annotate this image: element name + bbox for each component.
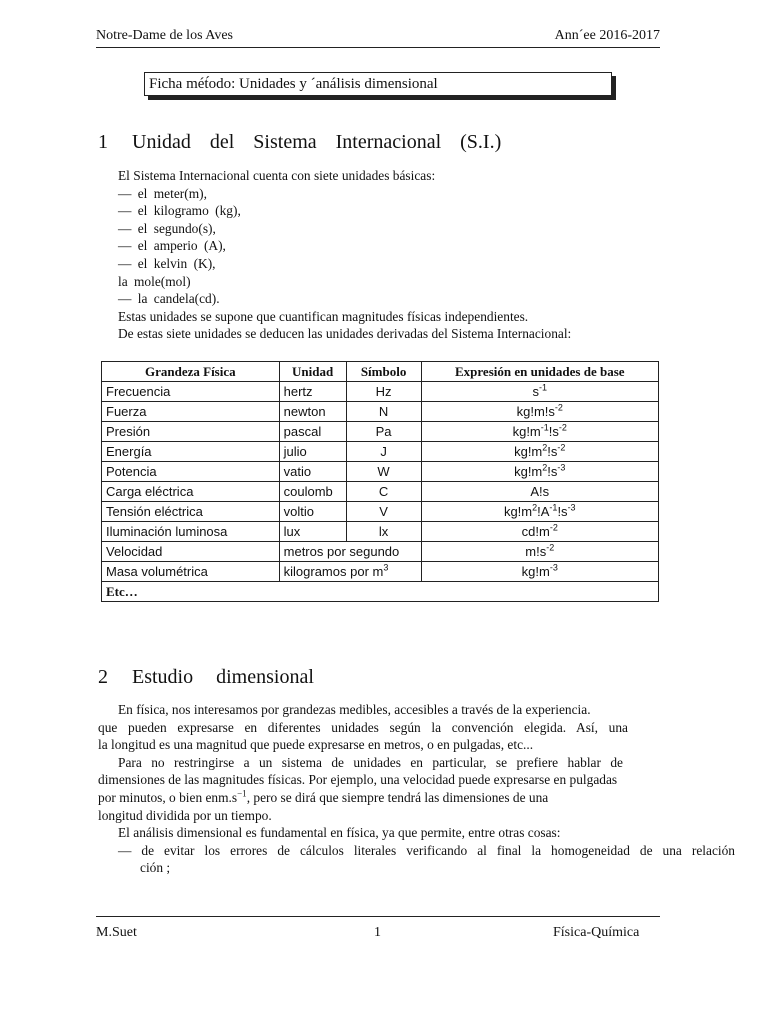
footer-author: M.Suet — [96, 925, 137, 940]
quantity-cell: Carga eléctrica — [102, 482, 280, 502]
section-1-number: 1 — [98, 131, 108, 153]
expression-exponent: -2 — [549, 522, 558, 533]
expression-exponent: -1 — [539, 382, 548, 393]
base-expression-cell — [421, 562, 658, 582]
quantity-cell: Velocidad — [102, 542, 280, 562]
expression-base: !s — [547, 443, 558, 459]
unit-cell: hertz — [279, 382, 346, 402]
expression-base: !s — [548, 423, 559, 439]
section-2-number: 2 — [98, 666, 108, 688]
unit-cell: voltio — [279, 502, 346, 522]
expression-exponent: -2 — [546, 542, 555, 553]
header-rule — [96, 47, 660, 48]
s2-line-part: , pero se dirá que siempre tendrá las dimensiones de una — [246, 789, 549, 805]
section-2-heading — [98, 666, 398, 689]
exponent: −1 — [237, 788, 247, 799]
expression-base: kg!m — [514, 443, 543, 459]
expression-exponent: -3 — [567, 502, 576, 513]
s2-line: dimensiones de las magnitudes físicas. Por ejemplo, una velocidad puede expresarse en pulgadas — [98, 772, 618, 788]
table-header-row — [102, 362, 659, 382]
footer-page-number: 1 — [374, 925, 381, 940]
col-header-unit: Unidad — [279, 362, 346, 382]
table-row — [102, 562, 659, 582]
base-expression-cell — [421, 542, 658, 562]
table-row-etc — [102, 582, 659, 602]
expression-exponent: 2 — [542, 442, 548, 453]
s2-line: la longitud es una magnitud que puede expresarse en metros, o en pulgadas, etc... — [98, 737, 534, 753]
unit-exponent: 3 — [383, 562, 389, 573]
section-1-body — [118, 167, 571, 343]
table-row — [102, 542, 659, 562]
symbol-cell: J — [346, 442, 421, 462]
table-row — [102, 502, 659, 522]
s1-line: — el kelvin (K), — [118, 255, 216, 271]
base-expression-cell — [421, 422, 658, 442]
method-sheet-title: Ficha mét́odo: Unidades y ´análisis dimensional — [144, 72, 612, 96]
unit-cell — [279, 542, 421, 562]
col-header-symbol: Símbolo — [346, 362, 421, 382]
expression-base: kg!m — [512, 423, 541, 439]
s2-line: El análisis dimensional es fundamental en física, ya que permite, entre otras cosas: — [118, 825, 561, 841]
s1-line: — la candela(cd). — [118, 291, 220, 307]
base-expression-cell — [421, 502, 658, 522]
symbol-cell: N — [346, 402, 421, 422]
expression-exponent: -2 — [554, 402, 563, 413]
expression-base: !s — [547, 463, 558, 479]
footer-subject: Física-Química — [553, 925, 640, 940]
unit-cell: coulomb — [279, 482, 346, 502]
unit-cell — [279, 562, 421, 582]
symbol-cell: W — [346, 462, 421, 482]
expression-base: A!s — [530, 483, 550, 499]
quantity-cell: Fuerza — [102, 402, 280, 422]
unit-cell: julio — [279, 442, 346, 462]
table-row — [102, 402, 659, 422]
s2-line: — de evitar los errores de cálculos literales verificando al final la homogeneidad de una relación — [118, 842, 735, 858]
s2-line: ción ; — [140, 860, 171, 876]
s1-line: — el amperio (A), — [118, 238, 226, 254]
footer-rule — [96, 916, 660, 917]
s2-line: En física, nos interesamos por grandezas medibles, accesibles a través de la experiencia. — [118, 702, 591, 717]
quantity-cell: Iluminación luminosa — [102, 522, 280, 542]
expression-base: !A — [537, 503, 550, 519]
unit-text: kilogramos por m — [283, 563, 384, 579]
table-row — [102, 382, 659, 402]
s2-line-part: por minutos, o bien enm.s — [98, 789, 238, 805]
expression-exponent: -3 — [557, 462, 566, 473]
expression-exponent: -2 — [558, 422, 567, 433]
s1-line: Estas unidades se supone que cuantifican magnitudes físicas independientes. — [118, 308, 529, 324]
section-2-body — [98, 701, 735, 877]
col-header-quantity: Grandeza Física — [102, 362, 280, 382]
header-school: Notre-Dame de los Aves — [96, 28, 233, 43]
symbol-cell: Pa — [346, 422, 421, 442]
quantity-cell: Frecuencia — [102, 382, 280, 402]
table-row — [102, 442, 659, 462]
expression-base: !s — [557, 503, 568, 519]
expression-exponent: 2 — [542, 462, 548, 473]
quantity-cell: Energía — [102, 442, 280, 462]
base-expression-cell — [421, 382, 658, 402]
quantity-cell: Masa volumétrica — [102, 562, 280, 582]
symbol-cell: C — [346, 482, 421, 502]
unit-cell: lux — [279, 522, 346, 542]
expression-base: s — [532, 383, 539, 399]
unit-cell: pascal — [279, 422, 346, 442]
expression-exponent: -2 — [557, 442, 566, 453]
header-year: Ann´ee 2016-2017 — [554, 28, 660, 43]
s1-line: la mole(mol) — [118, 273, 191, 289]
base-expression-cell — [421, 402, 658, 422]
section-1-heading — [98, 131, 548, 154]
expression-base: kg!m — [503, 503, 533, 519]
quantity-cell: Tensión eléctrica — [102, 502, 280, 522]
symbol-cell: lx — [346, 522, 421, 542]
s1-line: De estas siete unidades se deducen las unidades derivadas del Sistema Internacional: — [118, 326, 572, 342]
base-expression-cell — [421, 522, 658, 542]
si-derived-units-table — [101, 361, 659, 602]
s2-line: Para no restringirse a un sistema de unidades en particular, se prefiere hablar de — [118, 754, 623, 770]
symbol-cell: V — [346, 502, 421, 522]
unit-cell: vatio — [279, 462, 346, 482]
col-header-base-expression: Expresión en unidades de base — [421, 362, 658, 382]
expression-exponent: -1 — [540, 422, 549, 433]
etc-cell: Etc… — [102, 582, 659, 602]
section-2-title: Estudio dimensional — [132, 666, 314, 688]
s1-line: — el segundo(s), — [118, 220, 216, 236]
expression-base: cd!m — [521, 523, 550, 539]
unit-cell: newton — [279, 402, 346, 422]
s2-line: longitud dividida por un tiempo. — [98, 807, 272, 823]
table-row — [102, 522, 659, 542]
expression-exponent: -1 — [549, 502, 558, 513]
quantity-cell: Presión — [102, 422, 280, 442]
quantity-cell: Potencia — [102, 462, 280, 482]
s2-line-with-exponent — [98, 789, 622, 807]
expression-base: kg!m — [514, 463, 543, 479]
s1-line: — el kilogramo (kg), — [118, 203, 241, 219]
expression-base: kg!m — [521, 563, 550, 579]
expression-exponent: -3 — [549, 562, 558, 573]
table-row — [102, 482, 659, 502]
base-expression-cell — [421, 462, 658, 482]
expression-exponent: 2 — [532, 502, 538, 513]
table-row — [102, 462, 659, 482]
symbol-cell: Hz — [346, 382, 421, 402]
base-expression-cell — [421, 482, 658, 502]
base-expression-cell — [421, 442, 658, 462]
unit-text: metros por segundo — [283, 543, 400, 559]
expression-base: kg!m!s — [516, 403, 555, 419]
s1-line: El Sistema Internacional cuenta con siete unidades básicas: — [118, 168, 436, 183]
s1-line: — el meter(m), — [118, 185, 207, 201]
expression-base: m!s — [525, 543, 547, 559]
table-row — [102, 422, 659, 442]
section-1-title: Unidad del Sistema Internacional (S.I.) — [132, 131, 502, 153]
s2-line: que pueden expresarse en diferentes unidades según la convención elegida. Así, una — [98, 719, 628, 735]
